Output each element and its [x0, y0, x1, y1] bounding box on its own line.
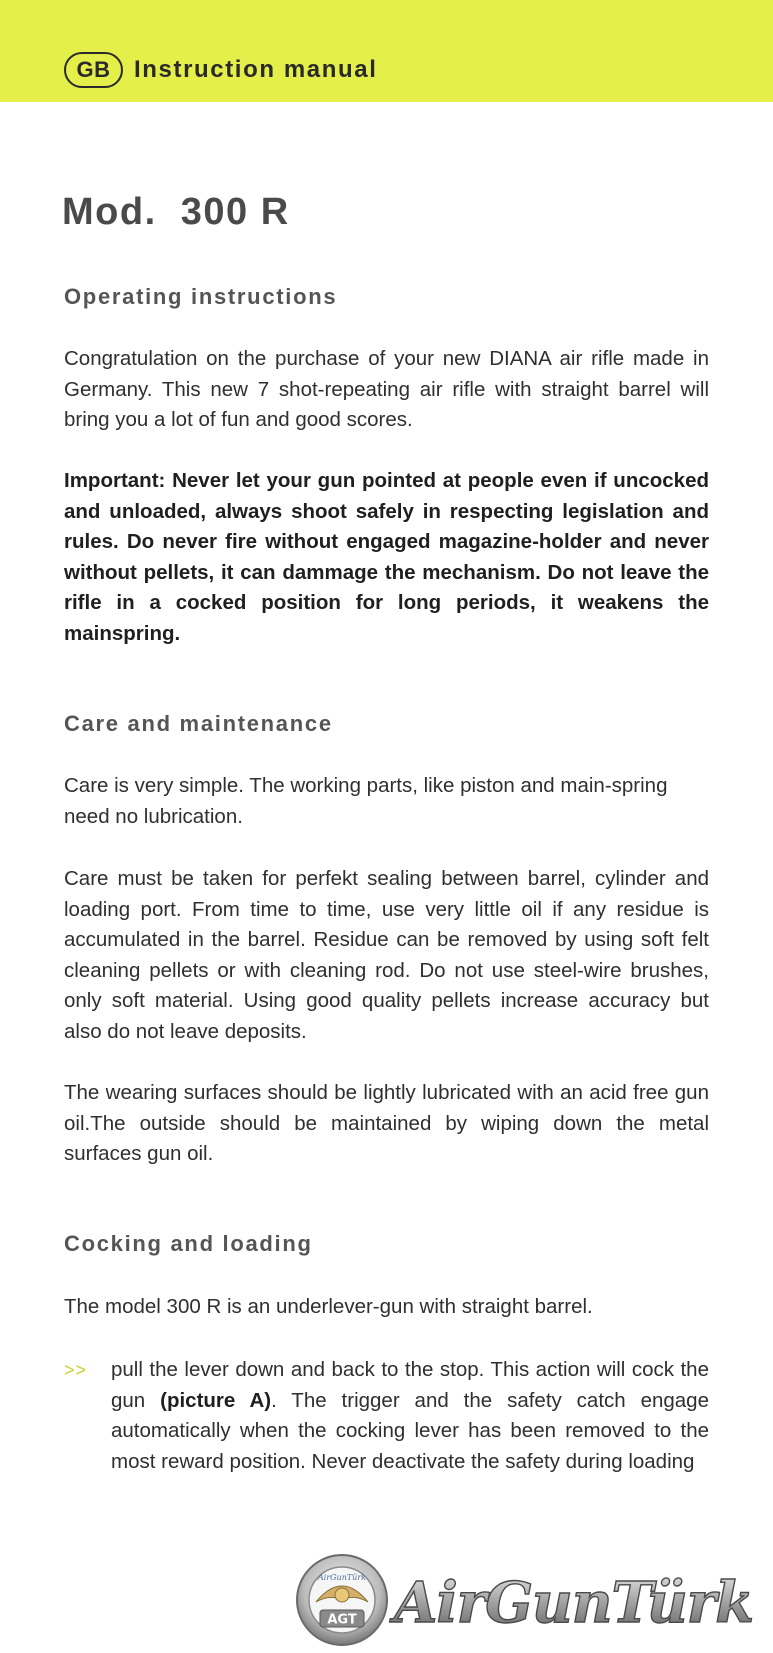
emblem-agt-text: AGT [327, 1612, 357, 1628]
heading-cocking-loading: Cocking and loading [64, 1231, 313, 1256]
heading-operating-instructions: Operating instructions [64, 284, 338, 309]
important-warning-paragraph: Important: Never let your gun pointed at people even if uncocked and unloaded, always shoot safely in respecting legislation and rules. Do never fire without engaged magazine-holder and never without pellets, it can dammage the mechanism. Do not leave the rifle in a cocked position for long periods, it weakens the mainspring. [64, 469, 709, 645]
logo-wordmark: AirGunTürk [394, 1570, 754, 1636]
picture-a-reference: (picture A) [160, 1388, 272, 1412]
emblem-ring-text: AirGunTürk [317, 1573, 367, 1582]
header-title: Instruction manual [134, 56, 378, 83]
care-paragraph-3: The wearing surfaces should be lightly lubricated with an acid free gun oil.The outside should be maintained by wiping down the metal surfaces gun oil. [64, 1081, 709, 1165]
cocking-paragraph-1: The model 300 R is an underlever-gun with straight barrel. [64, 1295, 593, 1318]
bullet-text-start: pull the lever down and back to the stop. This action will cock the gun [111, 1358, 709, 1412]
heading-care-maintenance: Care and maintenance [64, 711, 333, 736]
bullet-item-text [111, 1355, 709, 1477]
care-paragraph-1: Care is very simple. The working parts, like piston and main-spring need no lubrication. [64, 774, 668, 828]
language-badge: GB [64, 52, 123, 88]
care-paragraph-2: Care must be taken for perfekt sealing between barrel, cylinder and loading port. From time to time, use very little oil if any residue is accumulated in the barrel. Residue can be removed by using soft felt cleaning pellets or with cleaning rod. Do not use steel-wire brushes, only soft material. Using good quality pellets increase accuracy but also do not leave deposits. [64, 867, 709, 1043]
bullet-text-end: . The trigger and the safety catch engage automatically when the cocking lever has been removed to the most reward position. Never deactivate the safety during loading [111, 1388, 709, 1473]
model-title: Mod. 300 R [62, 191, 290, 233]
bullet-marker: >> [64, 1360, 88, 1380]
agt-emblem [297, 1555, 387, 1645]
operating-intro-paragraph: Congratulation on the purchase of your new DIANA air rifle made in Germany. This new 7 shot-repeating air rifle with straight barrel will bring you a lot of fun and good scores. [64, 347, 709, 431]
airgunturk-logo [294, 1550, 764, 1650]
header-band [0, 0, 773, 102]
